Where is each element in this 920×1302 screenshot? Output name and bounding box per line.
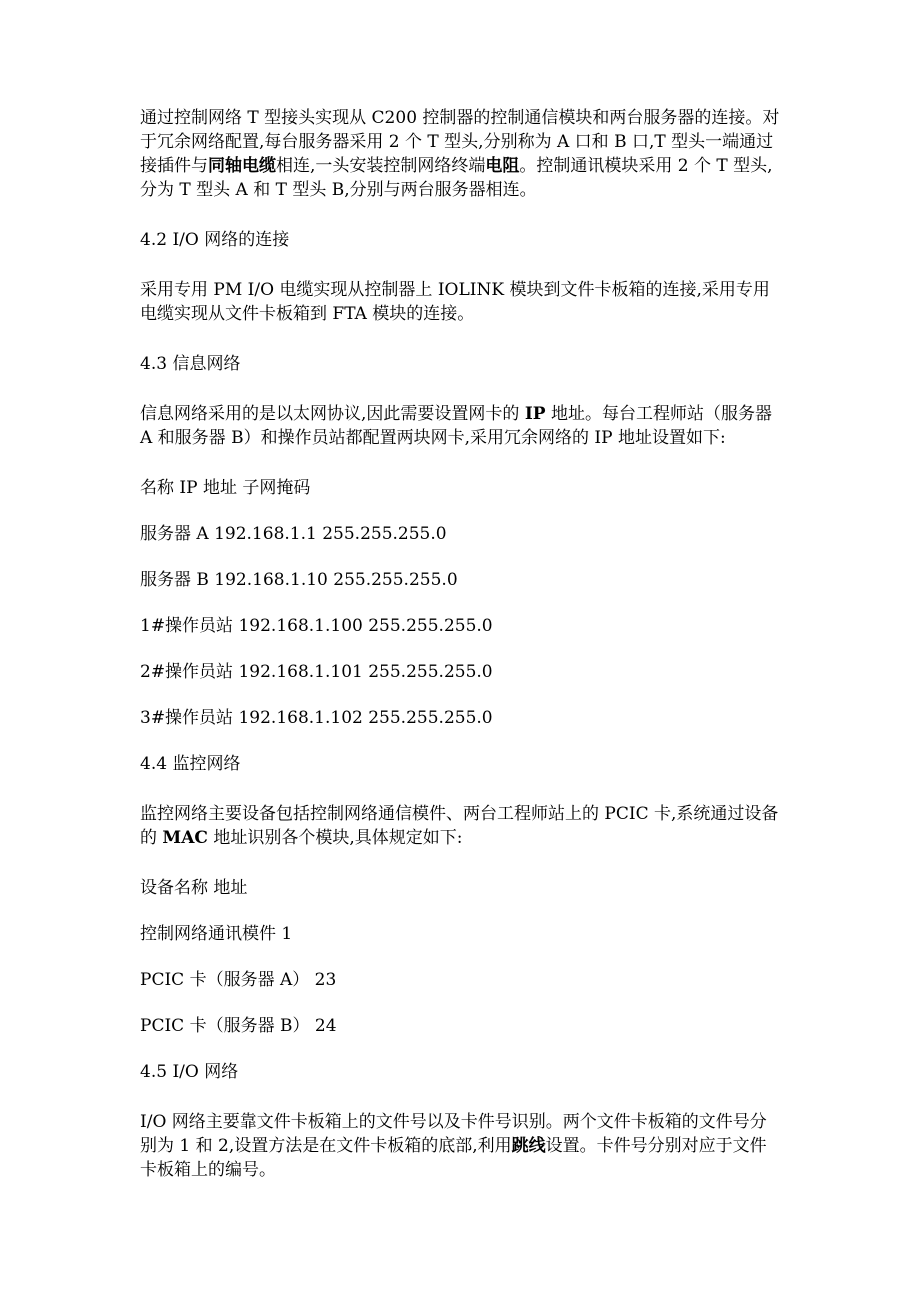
heading-4-5: 4.5 I/O 网络 (140, 1062, 239, 1082)
text-run: 地址。每台工程师站（服务器 A 和服务器 B）和操作员站都配置两块网卡,采用冗余网络的 IP 地址设置如下: (140, 404, 772, 448)
ip-row: 2#操作员站 192.168.1.101 255.255.255.0 (140, 662, 493, 682)
paragraph-info-network (140, 402, 780, 450)
term-resistor: 电阻 (485, 156, 520, 176)
text-run: 地址识别各个模块,具体规定如下: (207, 828, 463, 848)
paragraph-monitor-network (140, 802, 780, 850)
heading-4-2: 4.2 I/O 网络的连接 (140, 230, 290, 250)
text-run: 设置。卡件号分别对应于文件卡板箱上的编号。 (140, 1136, 767, 1180)
term-coaxial-cable: 同轴电缆 (208, 156, 276, 176)
ip-row: 1#操作员站 192.168.1.100 255.255.255.0 (140, 616, 493, 636)
heading-4-3: 4.3 信息网络 (140, 354, 241, 374)
ip-row: 服务器 B 192.168.1.10 255.255.255.0 (140, 570, 458, 590)
ip-table-header: 名称 IP 地址 子网掩码 (140, 478, 311, 498)
text-run: 通过控制网络 T 型接头实现从 C200 控制器的控制通信模块和两台服务器的连接。对于冗余网络配置,每台服务器采用 2 个 T 型头,分别称为 A 口和 B 口,T 型头一端通过接插件与 (140, 108, 780, 176)
document-body (140, 106, 780, 1182)
paragraph-control-network (140, 106, 780, 202)
term-mac: MAC (162, 828, 208, 848)
paragraph-io-connection: 采用专用 PM I/O 电缆实现从控制器上 IOLINK 模块到文件卡板箱的连接,采用专用电缆实现从文件卡板箱到 FTA 模块的连接。 (140, 280, 770, 324)
text-run: 信息网络采用的是以太网协议,因此需要设置网卡的 (140, 404, 525, 424)
device-table-header: 设备名称 地址 (140, 878, 248, 898)
device-row: 控制网络通讯模件 1 (140, 924, 293, 944)
heading-4-4: 4.4 监控网络 (140, 754, 241, 774)
term-jumper: 跳线 (511, 1136, 546, 1156)
device-row: PCIC 卡（服务器 B） 24 (140, 1016, 337, 1036)
ip-row: 3#操作员站 192.168.1.102 255.255.255.0 (140, 708, 493, 728)
term-ip: IP (524, 404, 546, 424)
text-run: I/O 网络主要靠文件卡板箱上的文件号以及卡件号识别。两个文件卡板箱的文件号分别为 1 和 2,设置方法是在文件卡板箱的底部,利用 (140, 1112, 767, 1156)
text-run: 监控网络主要设备包括控制网络通信模件、两台工程师站上的 PCIC 卡,系统通过设备的 (140, 804, 779, 848)
paragraph-io-network (140, 1110, 780, 1182)
ip-row: 服务器 A 192.168.1.1 255.255.255.0 (140, 524, 447, 544)
text-run: 。控制通讯模块采用 2 个 T 型头,分为 T 型头 A 和 T 型头 B,分别与两台服务器相连。 (140, 156, 773, 200)
device-row: PCIC 卡（服务器 A） 23 (140, 970, 337, 990)
text-run: 相连,一头安装控制网络终端 (276, 156, 486, 176)
